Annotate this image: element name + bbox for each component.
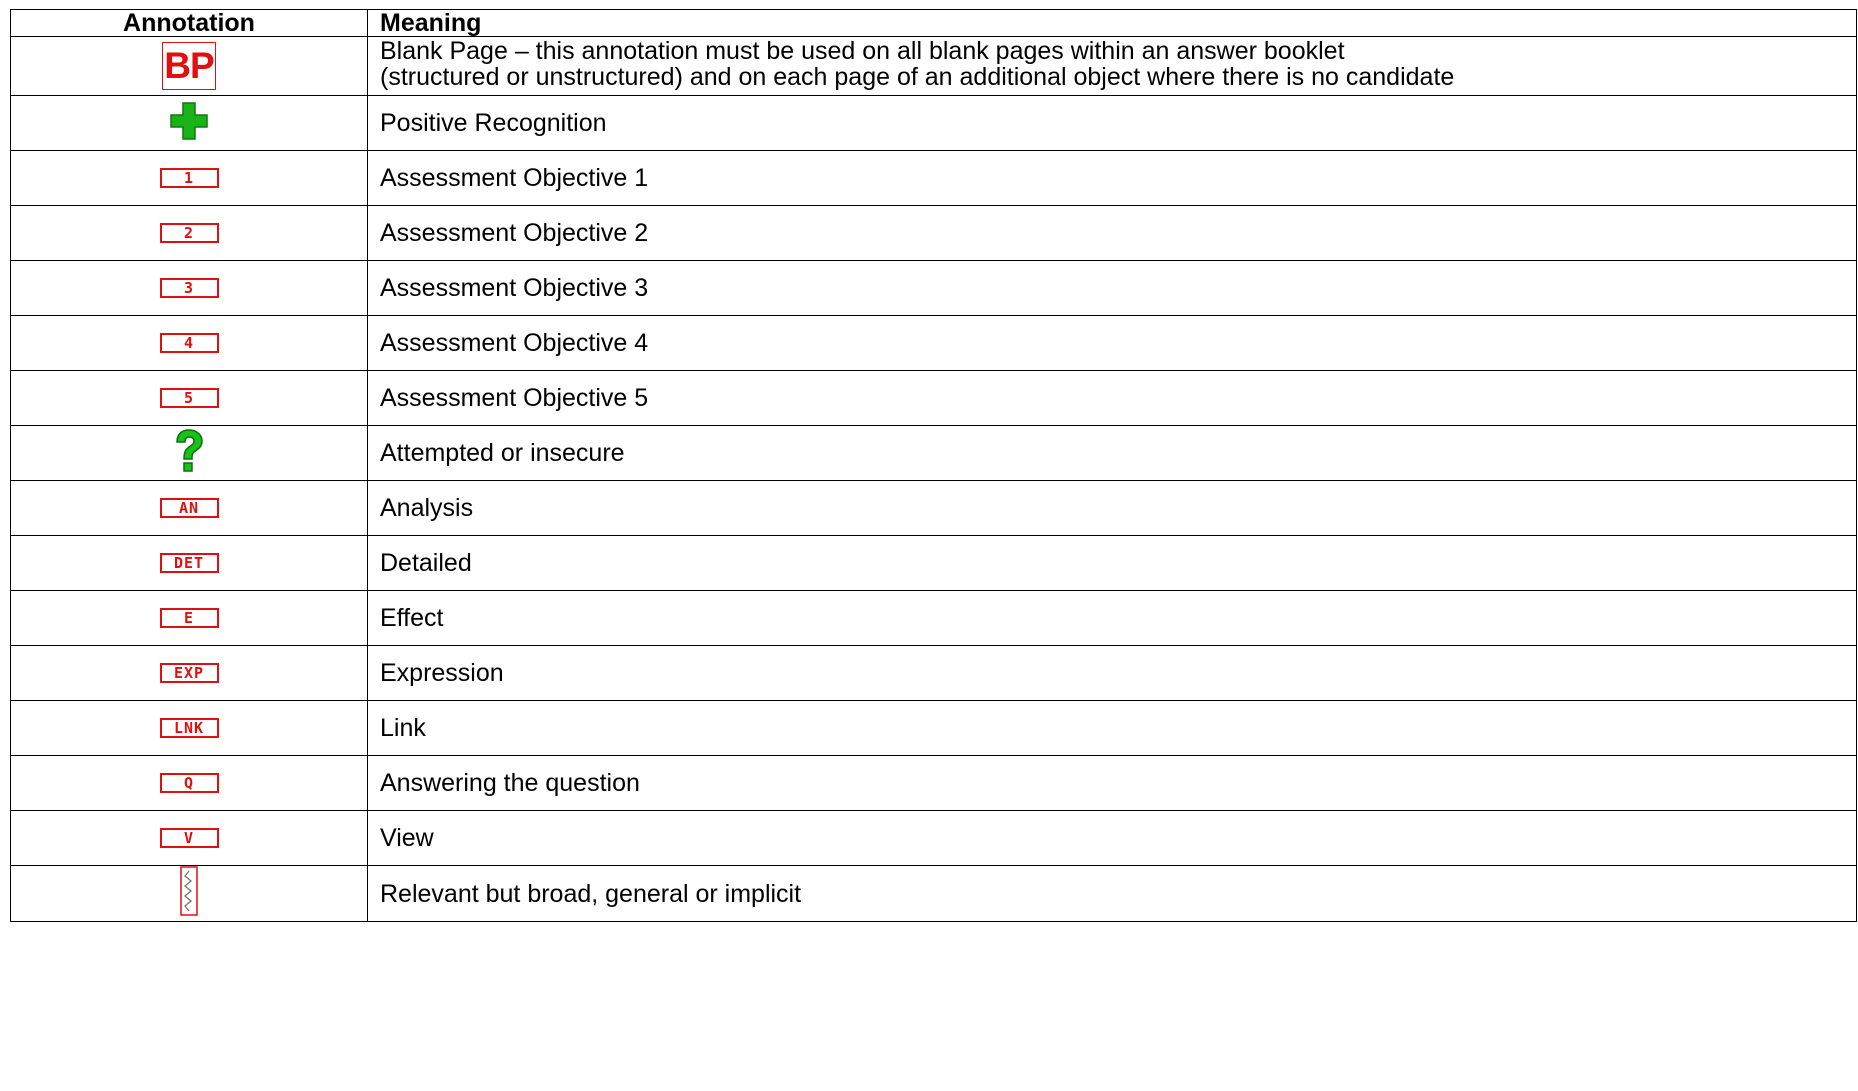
meaning-cell: Assessment Objective 5 [368,371,1857,426]
meaning-line: Blank Page – this annotation must be used on all blank pages within an answer booklet [380,37,1345,65]
annotation-table [10,9,1857,922]
meaning-cell: Analysis [368,481,1857,536]
table-row [11,96,1857,151]
boxed-label-icon: EXP [160,663,219,683]
table-row [11,151,1857,206]
header-meaning: Meaning [368,10,1857,37]
meaning-cell [368,37,1857,96]
table-row [11,261,1857,316]
table-row [11,756,1857,811]
boxed-label-icon: LNK [160,718,219,738]
boxed-label-icon: 5 [160,388,219,408]
vertical-zigzag-icon [180,866,198,921]
meaning-cell: Relevant but broad, general or implicit [368,866,1857,922]
header-row [11,10,1857,37]
meaning-cell: Assessment Objective 2 [368,206,1857,261]
boxed-label-icon: V [160,828,219,848]
boxed-label-icon: 1 [160,168,219,188]
table-row [11,316,1857,371]
meaning-cell: Link [368,701,1857,756]
meaning-cell: Assessment Objective 3 [368,261,1857,316]
meaning-cell: Attempted or insecure [368,426,1857,481]
green-plus-icon [169,101,209,146]
meaning-cell: Detailed [368,536,1857,591]
table-row [11,701,1857,756]
blank-page-stamp-icon: BP [162,42,216,90]
table-row [11,206,1857,261]
meaning-cell: View [368,811,1857,866]
boxed-label-icon: 3 [160,278,219,298]
header-annotation: Annotation [11,10,368,37]
boxed-label-icon: E [160,608,219,628]
meaning-cell: Expression [368,646,1857,701]
meaning-line: (structured or unstructured) and on each page of an additional object where there is no candidate [380,63,1455,91]
table-row [11,37,1857,96]
table-row [11,866,1857,922]
meaning-cell: Assessment Objective 1 [368,151,1857,206]
table-row [11,371,1857,426]
table-row [11,811,1857,866]
table-row [11,536,1857,591]
table-row [11,591,1857,646]
green-question-icon [171,428,207,479]
meaning-cell: Answering the question [368,756,1857,811]
boxed-label-icon: AN [160,498,219,518]
boxed-label-icon: 4 [160,333,219,353]
table-row [11,481,1857,536]
meaning-cell: Positive Recognition [368,96,1857,151]
boxed-label-icon: 2 [160,223,219,243]
boxed-label-icon: DET [160,553,219,573]
table-row [11,646,1857,701]
table-row [11,426,1857,481]
boxed-label-icon: Q [160,773,219,793]
meaning-cell: Effect [368,591,1857,646]
meaning-cell: Assessment Objective 4 [368,316,1857,371]
